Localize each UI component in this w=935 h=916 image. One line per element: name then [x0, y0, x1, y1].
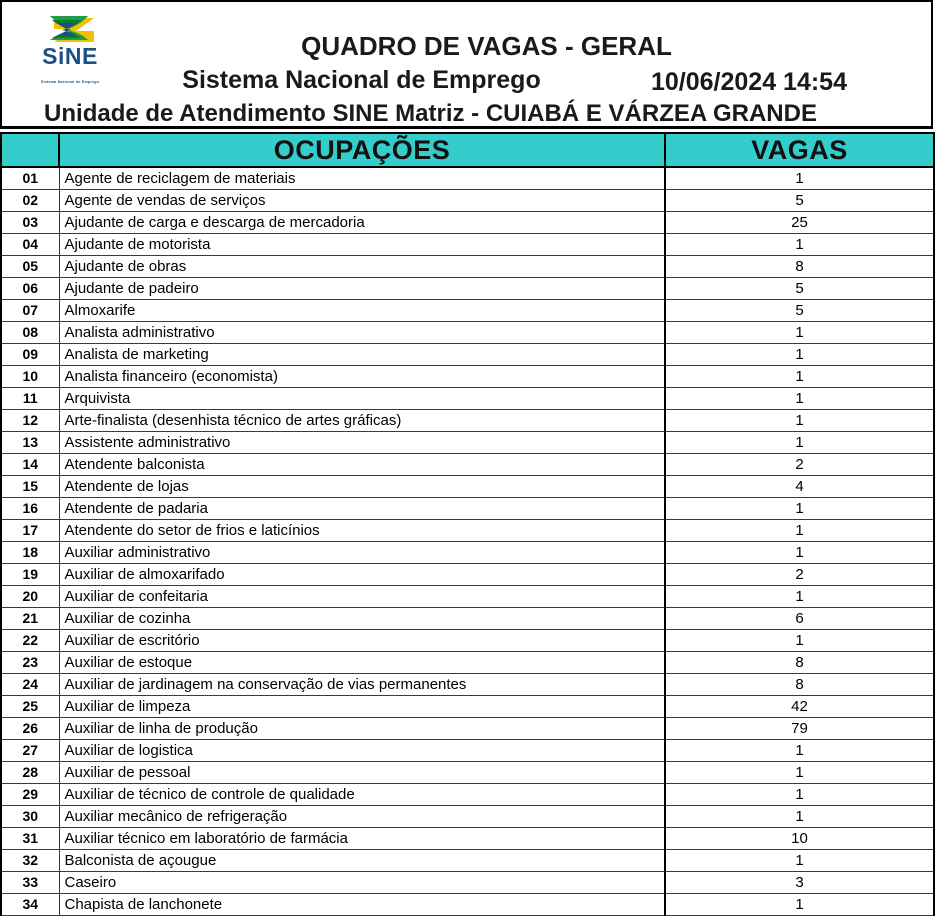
- table-header-row: [1, 133, 934, 167]
- row-vacancies: 1: [665, 344, 934, 366]
- table-row: [1, 167, 934, 190]
- row-index: 15: [1, 476, 59, 498]
- row-occupation: Auxiliar de cozinha: [59, 608, 665, 630]
- row-index: 08: [1, 322, 59, 344]
- row-index: 17: [1, 520, 59, 542]
- unit-line: [2, 100, 935, 128]
- row-vacancies: 1: [665, 366, 934, 388]
- row-occupation: Chapista de lanchonete: [59, 894, 665, 916]
- row-index: 29: [1, 784, 59, 806]
- row-index: 30: [1, 806, 59, 828]
- row-index: 16: [1, 498, 59, 520]
- row-index: 34: [1, 894, 59, 916]
- row-vacancies: 79: [665, 718, 934, 740]
- row-vacancies: 1: [665, 630, 934, 652]
- vacancy-table: [0, 132, 935, 916]
- row-index: 31: [1, 828, 59, 850]
- row-occupation: Analista administrativo: [59, 322, 665, 344]
- row-index: 05: [1, 256, 59, 278]
- row-index: 18: [1, 542, 59, 564]
- row-vacancies: 3: [665, 872, 934, 894]
- header-title-stack: [2, 2, 935, 127]
- table-row: [1, 234, 934, 256]
- table-row: [1, 806, 934, 828]
- table-row: [1, 784, 934, 806]
- table-row: [1, 740, 934, 762]
- row-vacancies: 1: [665, 410, 934, 432]
- row-vacancies: 5: [665, 190, 934, 212]
- row-vacancies: 1: [665, 850, 934, 872]
- table-row: [1, 872, 934, 894]
- row-index: 07: [1, 300, 59, 322]
- row-vacancies: 6: [665, 608, 934, 630]
- row-index: 22: [1, 630, 59, 652]
- row-vacancies: 2: [665, 564, 934, 586]
- column-header-index: [1, 133, 59, 167]
- table-row: [1, 278, 934, 300]
- row-occupation: Auxiliar de técnico de controle de qualidade: [59, 784, 665, 806]
- row-vacancies: 1: [665, 520, 934, 542]
- row-vacancies: 1: [665, 542, 934, 564]
- row-vacancies: 1: [665, 586, 934, 608]
- table-row: [1, 520, 934, 542]
- row-occupation: Atendente de padaria: [59, 498, 665, 520]
- row-occupation: Auxiliar de escritório: [59, 630, 665, 652]
- vacancy-table-container: [0, 132, 933, 913]
- row-index: 21: [1, 608, 59, 630]
- table-row: [1, 366, 934, 388]
- report-datetime: 10/06/2024 14:54: [650, 68, 847, 96]
- unit-line-prefix: Unidade de Atendimento SINE Matriz -: [44, 100, 486, 127]
- page-title: QUADRO DE VAGAS - GERAL: [301, 31, 672, 61]
- row-occupation: Analista financeiro (economista): [59, 366, 665, 388]
- row-occupation: Atendente do setor de frios e laticínios: [59, 520, 665, 542]
- table-row: [1, 476, 934, 498]
- row-index: 04: [1, 234, 59, 256]
- row-occupation: Auxiliar técnico em laboratório de farmácia: [59, 828, 665, 850]
- row-occupation: Agente de vendas de serviços: [59, 190, 665, 212]
- row-occupation: Arte-finalista (desenhista técnico de artes gráficas): [59, 410, 665, 432]
- row-vacancies: 1: [665, 432, 934, 454]
- row-occupation: Ajudante de motorista: [59, 234, 665, 256]
- row-occupation: Atendente balconista: [59, 454, 665, 476]
- table-row: [1, 718, 934, 740]
- row-vacancies: 1: [665, 894, 934, 916]
- row-vacancies: 1: [665, 388, 934, 410]
- row-occupation: Auxiliar de almoxarifado: [59, 564, 665, 586]
- row-occupation: Auxiliar de confeitaria: [59, 586, 665, 608]
- row-occupation: Auxiliar de pessoal: [59, 762, 665, 784]
- row-occupation: Analista de marketing: [59, 344, 665, 366]
- table-row: [1, 300, 934, 322]
- row-occupation: Agente de reciclagem de materiais: [59, 167, 665, 190]
- row-index: 01: [1, 167, 59, 190]
- row-vacancies: 8: [665, 652, 934, 674]
- row-index: 20: [1, 586, 59, 608]
- report-header: [0, 0, 933, 129]
- unit-line-region: CUIABÁ E VÁRZEA GRANDE: [485, 100, 817, 127]
- row-vacancies: 1: [665, 740, 934, 762]
- row-vacancies: 2: [665, 454, 934, 476]
- row-vacancies: 1: [665, 234, 934, 256]
- row-occupation: Auxiliar de linha de produção: [59, 718, 665, 740]
- table-row: [1, 388, 934, 410]
- row-index: 06: [1, 278, 59, 300]
- row-vacancies: 5: [665, 278, 934, 300]
- row-index: 13: [1, 432, 59, 454]
- row-vacancies: 4: [665, 476, 934, 498]
- row-vacancies: 42: [665, 696, 934, 718]
- table-row: [1, 542, 934, 564]
- row-vacancies: 8: [665, 256, 934, 278]
- row-vacancies: 10: [665, 828, 934, 850]
- vacancy-table-body: [1, 167, 934, 916]
- row-index: 10: [1, 366, 59, 388]
- row-vacancies: 1: [665, 322, 934, 344]
- table-row: [1, 432, 934, 454]
- row-vacancies: 1: [665, 762, 934, 784]
- row-occupation: Caseiro: [59, 872, 665, 894]
- row-vacancies: 1: [665, 498, 934, 520]
- row-occupation: Balconista de açougue: [59, 850, 665, 872]
- row-occupation: Assistente administrativo: [59, 432, 665, 454]
- row-vacancies: 1: [665, 806, 934, 828]
- table-row: [1, 190, 934, 212]
- row-occupation: Auxiliar de jardinagem na conservação de vias permanentes: [59, 674, 665, 696]
- sine-logo-subtitle: Sistema Nacional de Emprego: [40, 80, 100, 84]
- row-occupation: Auxiliar mecânico de refrigeração: [59, 806, 665, 828]
- row-occupation: Ajudante de padeiro: [59, 278, 665, 300]
- row-occupation: Ajudante de obras: [59, 256, 665, 278]
- row-index: 27: [1, 740, 59, 762]
- row-occupation: Auxiliar de limpeza: [59, 696, 665, 718]
- row-index: 03: [1, 212, 59, 234]
- row-vacancies: 25: [665, 212, 934, 234]
- page-subtitle: Sistema Nacional de Emprego: [182, 66, 541, 94]
- table-row: [1, 564, 934, 586]
- row-occupation: Arquivista: [59, 388, 665, 410]
- row-index: 24: [1, 674, 59, 696]
- table-row: [1, 630, 934, 652]
- svg-text:SiNE: SiNE: [42, 43, 98, 69]
- table-row: [1, 850, 934, 872]
- row-vacancies: 1: [665, 167, 934, 190]
- row-occupation: Ajudante de carga e descarga de mercadoria: [59, 212, 665, 234]
- row-occupation: Atendente de lojas: [59, 476, 665, 498]
- row-index: 11: [1, 388, 59, 410]
- row-index: 25: [1, 696, 59, 718]
- row-index: 32: [1, 850, 59, 872]
- row-index: 33: [1, 872, 59, 894]
- row-index: 28: [1, 762, 59, 784]
- table-row: [1, 894, 934, 916]
- table-row: [1, 762, 934, 784]
- table-row: [1, 652, 934, 674]
- row-vacancies: 5: [665, 300, 934, 322]
- table-row: [1, 344, 934, 366]
- table-row: [1, 454, 934, 476]
- column-header-occupation: OCUPAÇÕES: [59, 133, 665, 167]
- table-row: [1, 586, 934, 608]
- row-index: 19: [1, 564, 59, 586]
- table-row: [1, 828, 934, 850]
- vacancy-table-head: [1, 133, 934, 167]
- table-row: [1, 674, 934, 696]
- row-occupation: Auxiliar administrativo: [59, 542, 665, 564]
- row-index: 23: [1, 652, 59, 674]
- row-vacancies: 1: [665, 784, 934, 806]
- row-occupation: Auxiliar de logistica: [59, 740, 665, 762]
- table-row: [1, 410, 934, 432]
- row-vacancies: 8: [665, 674, 934, 696]
- row-index: 26: [1, 718, 59, 740]
- table-row: [1, 256, 934, 278]
- row-index: 12: [1, 410, 59, 432]
- table-row: [1, 498, 934, 520]
- table-row: [1, 608, 934, 630]
- row-index: 09: [1, 344, 59, 366]
- table-row: [1, 696, 934, 718]
- row-occupation: Almoxarife: [59, 300, 665, 322]
- row-index: 14: [1, 454, 59, 476]
- row-index: 02: [1, 190, 59, 212]
- row-occupation: Auxiliar de estoque: [59, 652, 665, 674]
- table-row: [1, 212, 934, 234]
- table-row: [1, 322, 934, 344]
- column-header-vacancies: VAGAS: [665, 133, 934, 167]
